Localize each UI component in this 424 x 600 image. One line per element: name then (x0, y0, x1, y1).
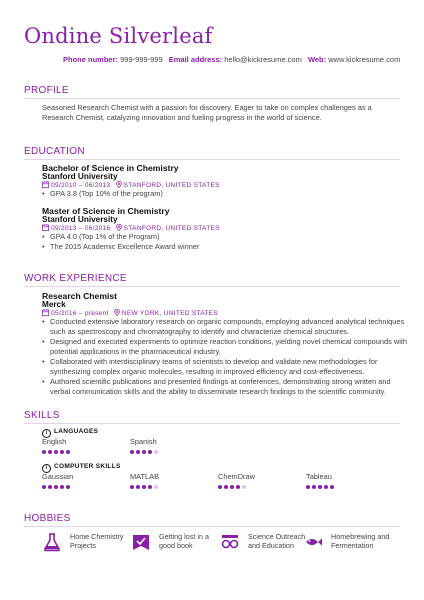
contact-line (63, 55, 404, 64)
hobby-text: Science Outreach and Education (248, 532, 306, 550)
skill-item (218, 472, 255, 489)
languages-label: LANGUAGES (54, 428, 99, 435)
skill-item (130, 472, 159, 489)
job-company: Merck (42, 300, 66, 309)
email-label: Email address: (168, 55, 223, 64)
rating-dot (148, 485, 152, 489)
edu-school: Stanford University (42, 172, 118, 181)
skill-rating (218, 485, 255, 489)
location-pin-icon (116, 181, 122, 188)
skill-name: MATLAB (130, 472, 160, 481)
edu-bullets (42, 232, 408, 252)
rating-dot (66, 450, 70, 454)
rating-dot (242, 485, 246, 489)
skill-item (42, 472, 73, 489)
calendar-icon (42, 309, 49, 316)
profile-text: Seasoned Research Chemist with a passion for discovery. Eager to take on complex challenges as a Research Chemist, catalyzing innovation and fueling progress in the world of science. (42, 103, 372, 122)
edu-bullet: • The 2015 Academic Excellence Award winner (50, 242, 408, 252)
work-heading: WORK EXPERIENCE (24, 273, 127, 284)
phone-label: Phone number: (63, 55, 119, 64)
skill-item (42, 437, 70, 454)
skill-rating (306, 485, 334, 489)
profile-divider (24, 98, 400, 99)
work-divider (24, 286, 400, 287)
calendar-icon (42, 181, 49, 188)
skill-rating (42, 450, 70, 454)
edu-school: Stanford University (42, 215, 118, 224)
edu-meta (42, 181, 220, 189)
profile-heading: PROFILE (24, 85, 69, 96)
hobby-text: Getting lost in a good book (159, 532, 209, 550)
phone-value: 999-999-999 (120, 55, 163, 64)
rating-dot (136, 485, 140, 489)
web-label: Web: (307, 55, 327, 64)
rating-dot (218, 485, 222, 489)
edu-dates: 09/2010 – 06/2013 (51, 182, 111, 189)
rating-dot (60, 485, 64, 489)
glasses-icon (220, 532, 240, 552)
flask-icon (42, 532, 62, 552)
skill-item (130, 437, 158, 454)
rating-dot (48, 485, 52, 489)
job-bullet: • Authored scientific publications and presented findings at conferences, demonstrating strong written and verbal communication skills and the ability to disseminate research findings to the scientific community. (50, 377, 408, 397)
edu-degree: Master of Science in Chemistry (42, 206, 170, 216)
skill-name: Tableau (306, 472, 332, 481)
rating-dot (130, 485, 134, 489)
education-heading: EDUCATION (24, 146, 85, 157)
rating-dot (136, 450, 140, 454)
job-location: NEW YORK, UNITED STATES (121, 310, 218, 317)
info-circle-icon: i (42, 464, 51, 473)
edu-location: STANFORD, UNITED STATES (123, 225, 220, 232)
rating-dot (48, 450, 52, 454)
book-icon (131, 532, 151, 552)
rating-dot (42, 485, 46, 489)
skill-name: Spanish (130, 437, 157, 446)
web-value[interactable]: www.kickresume.com (328, 55, 401, 64)
job-bullet: • Conducted extensive laboratory research on organic compounds, employing advanced analytical techniques such as spectroscopy and chromatography to identify and characterize chemical structures. (50, 317, 408, 337)
rating-dot (130, 450, 134, 454)
job-dates: 05/2016 – present (51, 310, 109, 317)
rating-dot (66, 485, 70, 489)
edu-meta (42, 224, 220, 232)
edu-bullet: • GPA 3.8 (Top 10% of the program) (50, 189, 408, 199)
rating-dot (154, 485, 158, 489)
rating-dot (324, 485, 328, 489)
job-bullet: • Collaborated with interdisciplinary teams of scientists to develop and validate new methodologies for synthesizing complex organic molecules, resulting in improved efficiency and cost-effectiveness. (50, 357, 408, 377)
calendar-icon (42, 224, 49, 231)
location-pin-icon (114, 309, 120, 316)
rating-dot (60, 450, 64, 454)
rating-dot (236, 485, 240, 489)
edu-dates: 09/2013 – 06/2016 (51, 225, 111, 232)
hobbies-divider (24, 526, 400, 527)
fish-icon (303, 532, 323, 552)
education-divider (24, 159, 400, 160)
rating-dot (42, 450, 46, 454)
skill-name: ChemDraw (218, 472, 255, 481)
edu-location: STANFORD, UNITED STATES (123, 182, 220, 189)
rating-dot (312, 485, 316, 489)
hobby-text: Homebrewing and Fermentation (331, 532, 390, 550)
email-value[interactable]: hello@kickresume.com (224, 55, 302, 64)
job-bullets (42, 317, 408, 397)
skill-item (306, 472, 334, 489)
hobby-text: Home Chemistry Projects (70, 532, 124, 550)
skill-rating (130, 450, 158, 454)
job-meta (42, 309, 218, 317)
rating-dot (318, 485, 322, 489)
skill-name: English (42, 437, 67, 446)
location-pin-icon (116, 224, 122, 231)
rating-dot (230, 485, 234, 489)
edu-bullet: • GPA 4.0 (Top 1% of the Program) (50, 232, 408, 242)
rating-dot (142, 450, 146, 454)
job-bullet: • Designed and executed experiments to optimize reaction conditions, yielding novel chemical compounds with potential applications in the pharmaceutical industry. (50, 337, 408, 357)
edu-degree: Bachelor of Science in Chemistry (42, 163, 179, 173)
skills-heading: SKILLS (24, 410, 60, 421)
skill-name: Gaussian (42, 472, 74, 481)
skill-rating (130, 485, 159, 489)
skill-rating (42, 485, 73, 489)
job-role: Research Chemist (42, 291, 117, 301)
rating-dot (54, 485, 58, 489)
rating-dot (224, 485, 228, 489)
rating-dot (306, 485, 310, 489)
info-circle-icon: i (42, 429, 51, 438)
rating-dot (154, 450, 158, 454)
candidate-name: Ondine Silverleaf (24, 24, 213, 48)
computer-skills-label: COMPUTER SKILLS (54, 463, 121, 470)
rating-dot (54, 450, 58, 454)
edu-bullets (42, 189, 408, 199)
skills-divider (24, 423, 400, 424)
rating-dot (330, 485, 334, 489)
rating-dot (142, 485, 146, 489)
rating-dot (148, 450, 152, 454)
hobbies-heading: HOBBIES (24, 513, 71, 524)
